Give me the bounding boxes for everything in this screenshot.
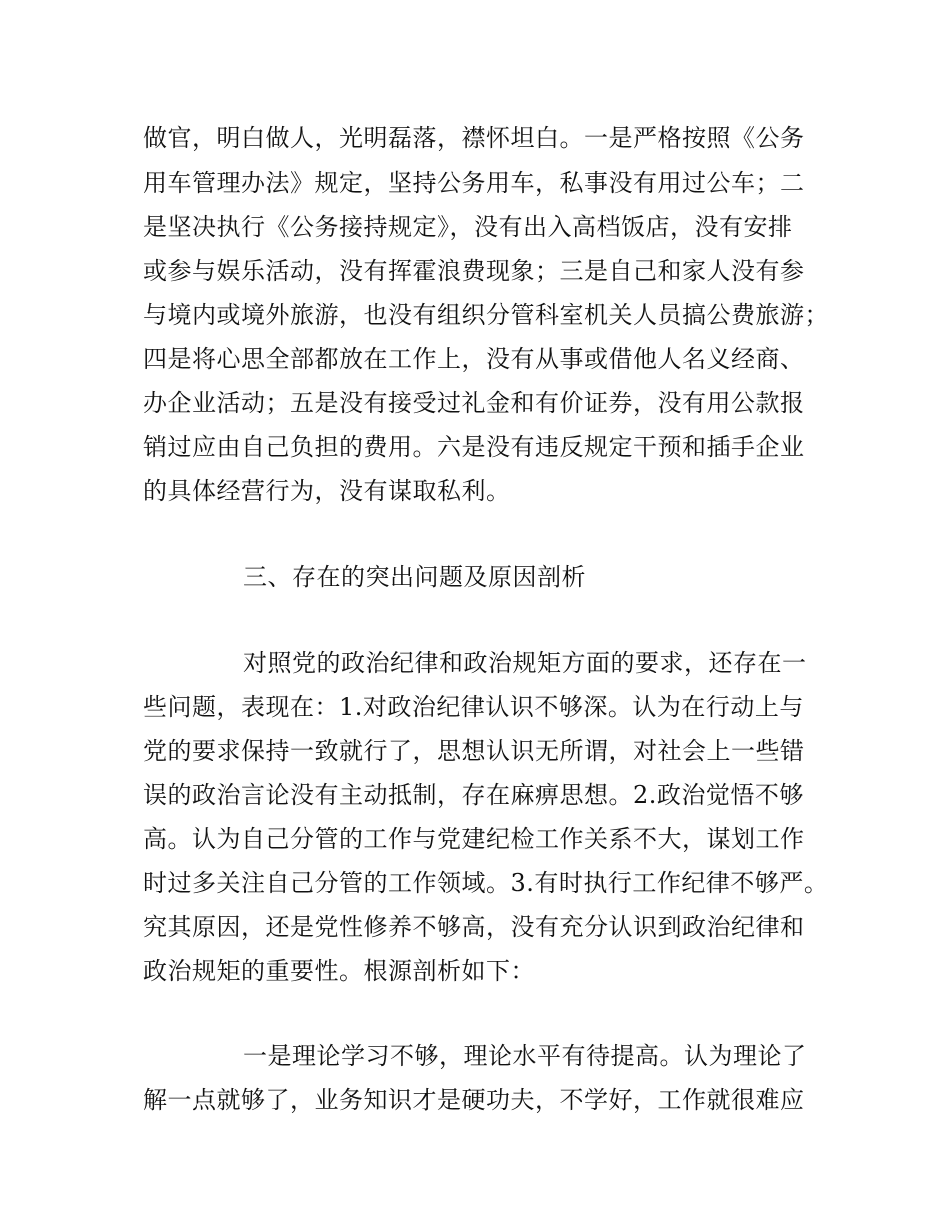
text-line: 用车管理办法》规定，坚持公务用车，私事没有用过公车；二 <box>143 169 805 197</box>
text-line: 高。认为自己分管的工作与党建纪检工作关系不大，谋划工作 <box>143 825 805 853</box>
text-line: 是坚决执行《公务接持规定》，没有出入高档饭店，没有安排 <box>143 213 793 241</box>
text-line: 些问题，表现在：1.对政治纪律认识不够深。认为在行动上与 <box>143 693 804 721</box>
text-line: 究其原因，还是党性修养不够高，没有充分认识到政治纪律和 <box>143 913 805 941</box>
text-line: 做官，明白做人，光明磊落，襟怀坦白。一是严格按照《公务 <box>143 124 805 152</box>
text-line: 一是理论学习不够，理论水平有待提高。认为理论了 <box>243 1042 807 1070</box>
text-line: 的具体经营行为，没有谋取私利。 <box>143 477 511 505</box>
text-line: 误的政治言论没有主动抵制，存在麻痹思想。2.政治觉悟不够 <box>143 781 804 809</box>
text-line: 销过应由自己负担的费用。六是没有违反规定干预和插手企业 <box>143 433 805 461</box>
text-line: 或参与娱乐活动，没有挥霍浪费现象；三是自己和家人没有参 <box>143 257 805 285</box>
text-line: 与境内或境外旅游，也没有组织分管科室机关人员搞公费旅游； <box>143 301 829 329</box>
text-line: 时过多关注自己分管的工作领域。3.有时执行工作纪律不够严。 <box>143 869 829 897</box>
text-line: 党的要求保持一致就行了，思想认识无所谓，对社会上一些错 <box>143 737 805 765</box>
text-line: 解一点就够了，业务知识才是硬功夫，不学好，工作就很难应 <box>143 1086 805 1114</box>
text-line: 对照党的政治纪律和政治规矩方面的要求，还存在一 <box>243 649 807 677</box>
text-line: 办企业活动；五是没有接受过礼金和有价证券，没有用公款报 <box>143 389 805 417</box>
text-line: 四是将心思全部都放在工作上，没有从事或借他人名义经商、 <box>143 345 805 373</box>
text-line: 政治规矩的重要性。根源剖析如下： <box>143 957 535 985</box>
section-heading: 三、存在的突出问题及原因剖析 <box>243 563 586 591</box>
